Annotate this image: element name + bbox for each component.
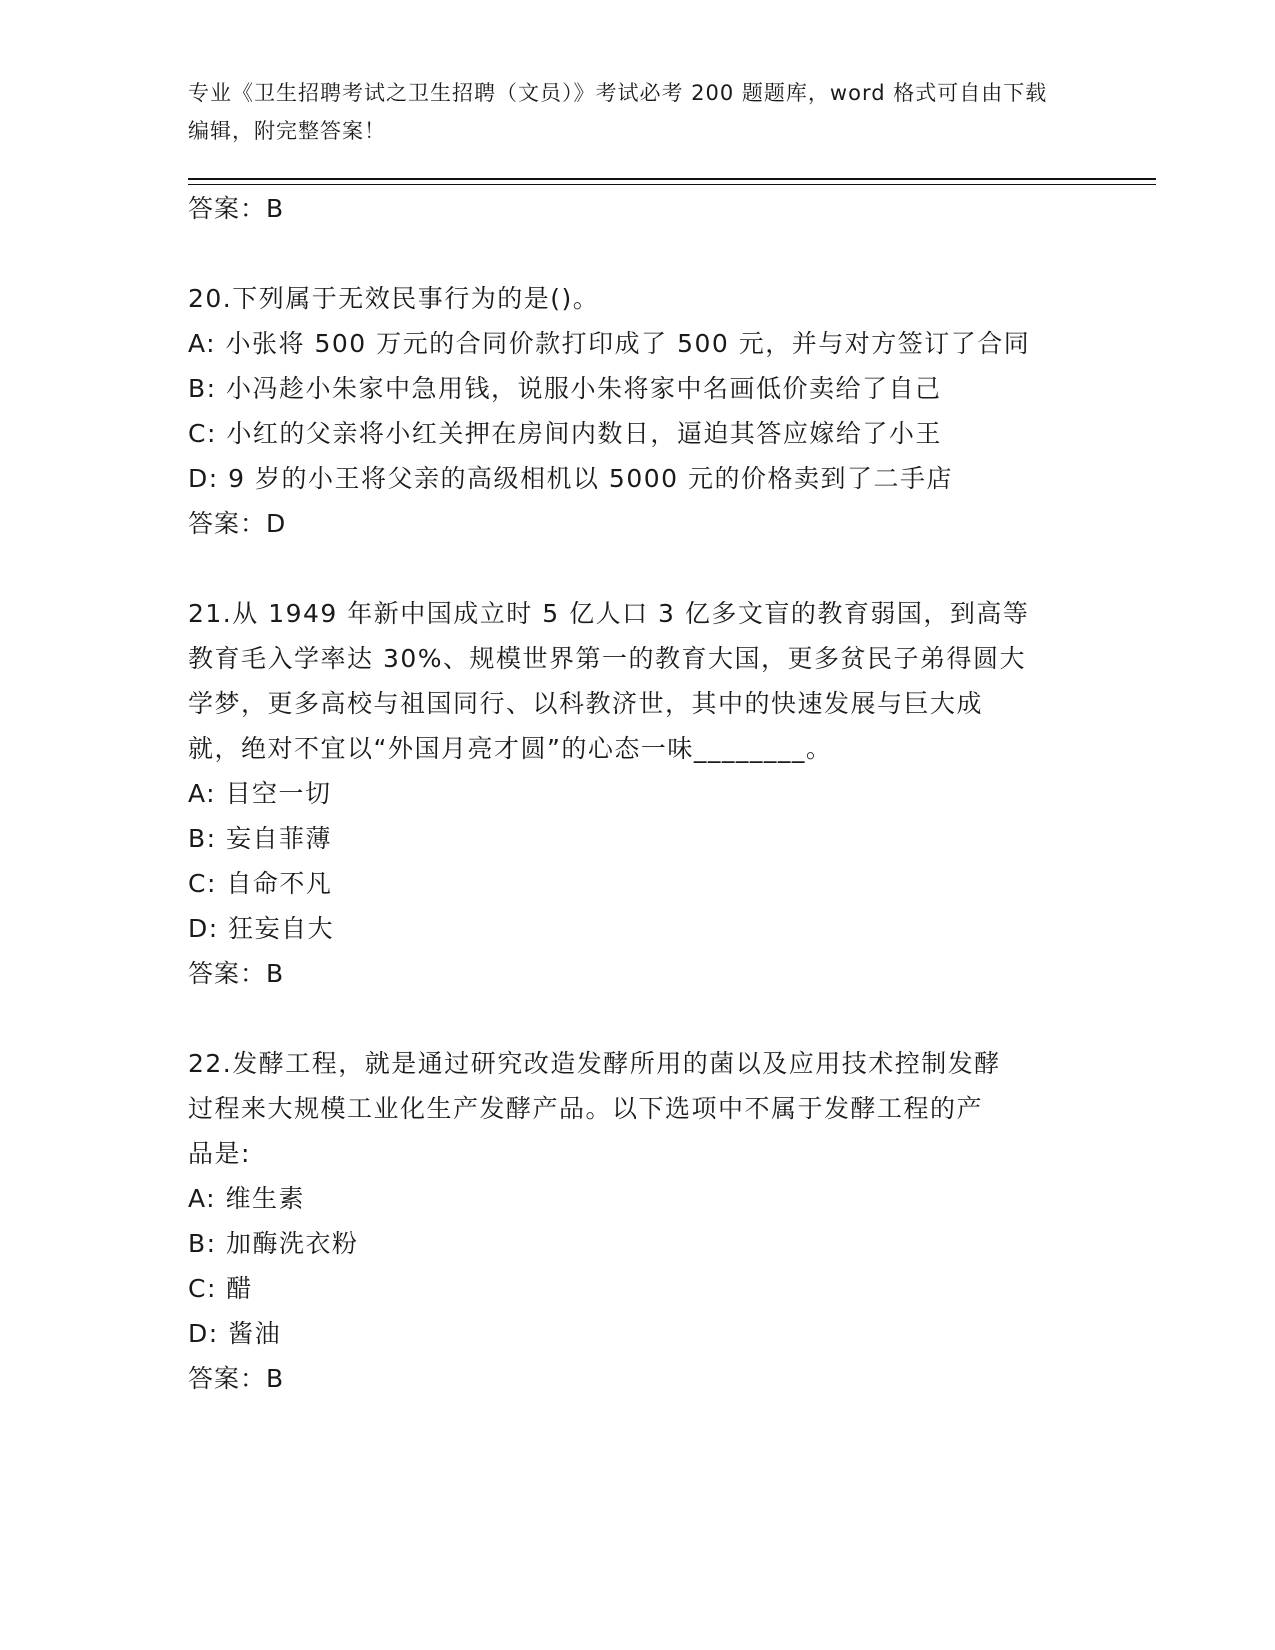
q22-stem-line-3: 品是: [188, 1139, 251, 1168]
q20-stem: 20.下列属于无效民事行为的是()。 [188, 284, 600, 313]
q20-answer: 答案：D [188, 509, 287, 538]
document-header: 专业《卫生招聘考试之卫生招聘（文员）》考试必考 200 题题库，word 格式可自由下载编辑，附完整答案！ [188, 81, 1048, 143]
q21-stem-line-2: 教育毛入学率达 30%、规模世界第一的教育大国，更多贫民子弟得圆大 [188, 644, 1027, 673]
q22-option-a: A: 维生素 [188, 1184, 306, 1213]
q22-option-b: B: 加酶洗衣粉 [188, 1229, 359, 1258]
q22-option-d: D: 酱油 [188, 1319, 282, 1348]
q20-option-a: A: 小张将 500 万元的合同价款打印成了 500 元，并与对方签订了合同 [188, 329, 1031, 358]
header-divider-thick [188, 178, 1156, 180]
q21-option-b: B: 妄自菲薄 [188, 824, 333, 853]
header-divider-thin [188, 184, 1156, 185]
q21-answer: 答案：B [188, 959, 285, 988]
answer-19: 答案：B [188, 194, 285, 223]
q20-option-d: D: 9 岁的小王将父亲的高级相机以 5000 元的价格卖到了二手店 [188, 464, 953, 493]
q21-stem-line-4: 就，绝对不宜以“外国月亮才圆”的心态一味________。 [188, 734, 833, 763]
q20-option-c: C: 小红的父亲将小红关押在房间内数日，逼迫其答应嫁给了小王 [188, 419, 942, 448]
q22-stem-line-2: 过程来大规模工业化生产发酵产品。以下选项中不属于发酵工程的产 [188, 1094, 984, 1123]
q21-stem-line-1: 21.从 1949 年新中国成立时 5 亿人口 3 亿多文盲的教育弱国，到高等 [188, 599, 1030, 628]
q20-option-b: B: 小冯趁小朱家中急用钱，说服小朱将家中名画低价卖给了自己 [188, 374, 942, 403]
q21-option-c: C: 自命不凡 [188, 869, 333, 898]
q21-option-a: A: 目空一切 [188, 779, 332, 808]
q22-option-c: C: 醋 [188, 1274, 253, 1303]
q21-stem-line-3: 学梦，更多高校与祖国同行、以科教济世，其中的快速发展与巨大成 [188, 689, 984, 718]
q22-stem-line-1: 22.发酵工程，就是通过研究改造发酵所用的菌以及应用技术控制发酵 [188, 1049, 1001, 1078]
q21-option-d: D: 狂妄自大 [188, 914, 335, 943]
q22-answer: 答案：B [188, 1364, 285, 1393]
